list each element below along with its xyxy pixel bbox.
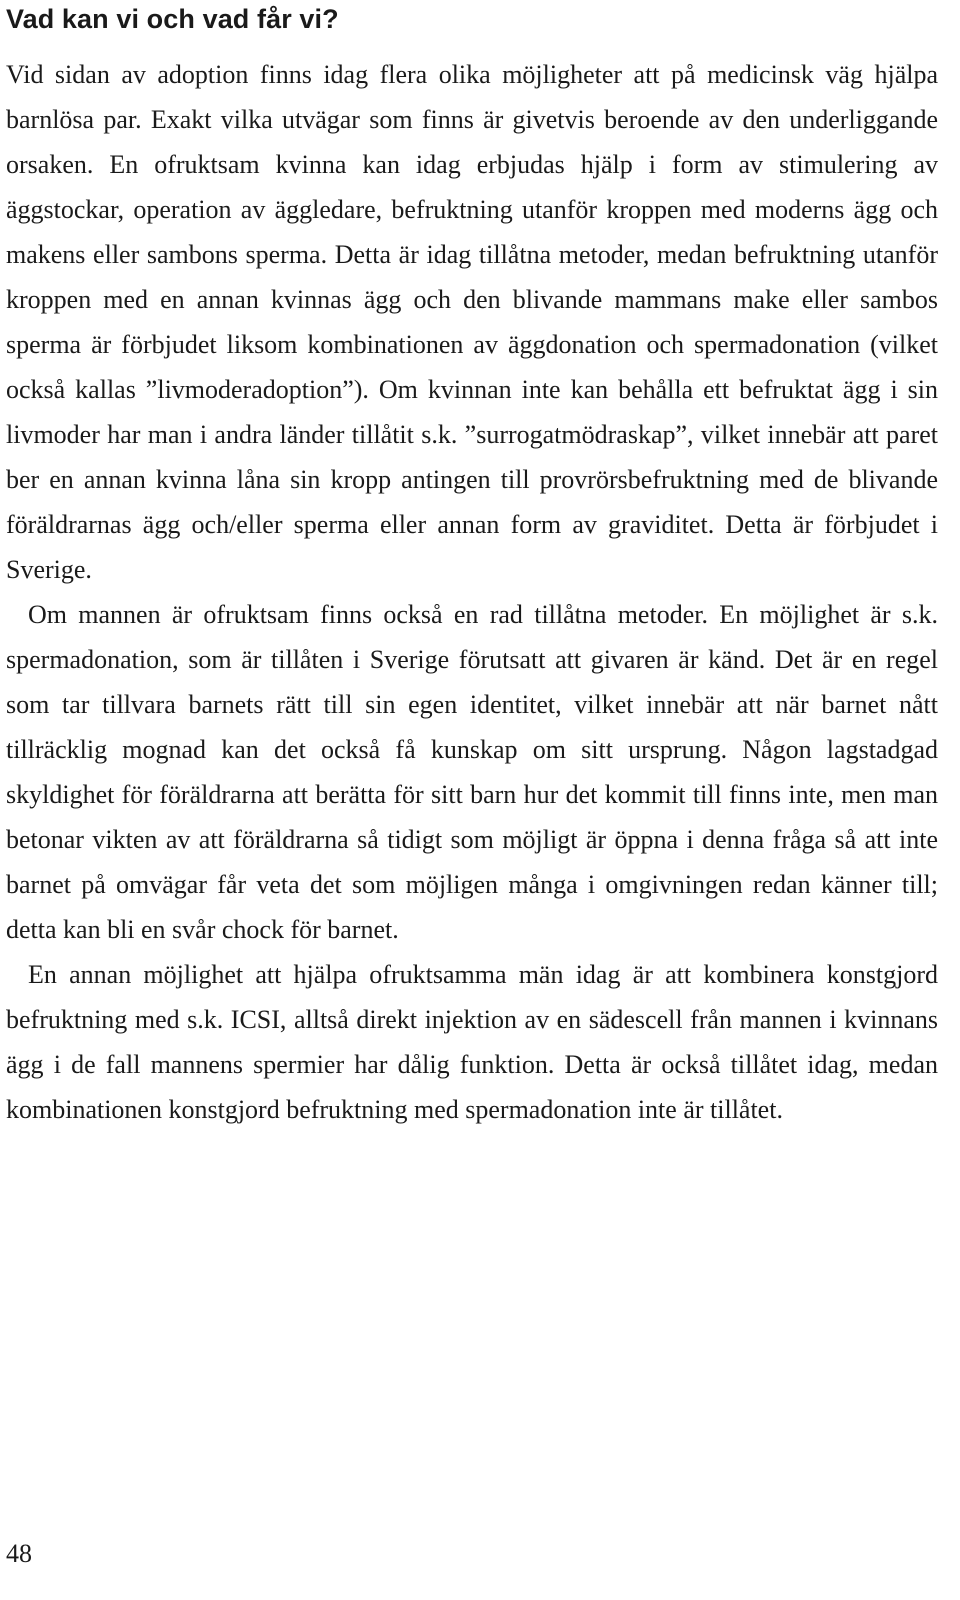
section-heading: Vad kan vi och vad får vi? [6, 4, 339, 34]
paragraph-2: Om mannen är ofruktsam finns också en rad tillåtna metoder. En möjlighet är s.k. spermadonation, som är tillåten i Sverige förutsatt att givaren är känd. Det är en regel som tar tillvara barnets rätt till sin egen identitet, vilket innebär att när barnet nått tillräcklig mognad kan det också få kunskap om sitt ursprung. Någon lagstadgad skyldighet för föräldrarna att berätta för sitt barn hur det kommit till finns inte, men man betonar vikten av att föräldrarna så tidigt som möjligt är öppna i denna fråga så att inte barnet på omvägar får veta det som möjligen många i omgivningen redan känner till; detta kan bli en svår chock för barnet. [6, 600, 938, 944]
document-page [6, 0, 938, 1132]
paragraph-3: En annan möjlighet att hjälpa ofruktsamma män idag är att kombinera konstgjord befruktning med s.k. ICSI, alltså direkt injektion av en sädescell från mannen i kvinnans ägg i de fall mannens spermier har dålig funktion. Detta är också tillåtet idag, medan kombinationen konstgjord befruktning med spermadonation inte är tillåtet. [6, 960, 938, 1124]
paragraph-1: Vid sidan av adoption finns idag flera olika möjligheter att på medicinsk väg hjälpa barnlösa par. Exakt vilka utvägar som finns är givetvis beroende av den underliggande orsaken. En ofruktsam kvinna kan idag erbjudas hjälp i form av stimulering av äggstockar, operation av äggledare, befruktning utanför kroppen med moderns ägg och makens eller sambons sperma. Detta är idag tillåtna metoder, medan befruktning utanför kroppen med en annan kvinnas ägg och den blivande mammans make eller sambos sperma är förbjudet liksom kombinationen av äggdonation och spermadonation (vilket också kallas ”livmoderadoption”). Om kvinnan inte kan behålla ett befruktat ägg i sin livmoder har man i andra länder tillåtit s.k. ”surrogatmödraskap”, vilket innebär att paret ber en annan kvinna låna sin kropp antingen till provrörsbefruktning med de blivande föräldrarnas ägg och/eller sperma eller annan form av graviditet. Detta är förbjudet i Sverige. [6, 60, 938, 584]
page-number: 48 [6, 1539, 32, 1568]
